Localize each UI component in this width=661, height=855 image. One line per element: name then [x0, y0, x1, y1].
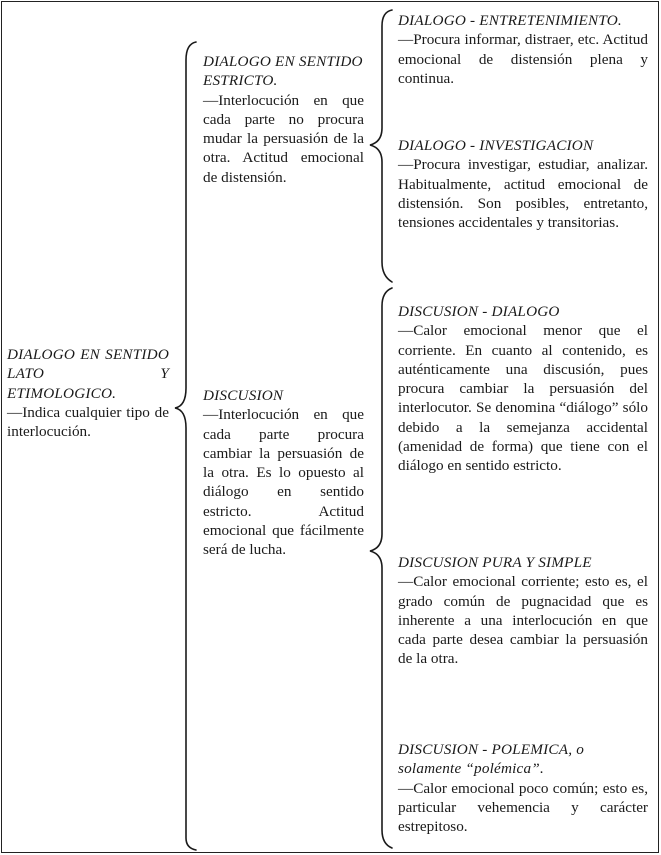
- leaf-title: DISCUSION - DIALOGO: [398, 303, 560, 320]
- branch-strict-title: DIALOGO EN SENTIDO ESTRICTO.: [203, 53, 363, 90]
- root-node: [7, 345, 169, 441]
- leaf-description: —Procura investigar, estudiar, analizar. Habitualmente, actitud emocional de distensión. Son posibles, entretanto, tensiones accidentales y transitorias.: [398, 156, 648, 232]
- leaf-description: —Calor emocional poco común; esto es, particular vehemencia y carácter estrepitoso.: [398, 779, 648, 836]
- leaf-discusion-dialogo: [398, 302, 648, 476]
- brace-strict: [370, 10, 392, 282]
- leaf-description: —Procura informar, distraer, etc. Actitud emocional de distensión plena y continua.: [398, 31, 648, 87]
- leaf-description: —Calor emocional menor que el corriente. En cuanto al contenido, es auténticamente una discusión, pues procura cambiar la persuasión del interlocutor. Se denomina “diálogo” sólo debido a la semejanza accidental (amenidad de forma) que tiene con el diálogo en sentido estricto.: [398, 322, 648, 475]
- leaf-title: DIALOGO - ENTRETENIMIENTO.: [398, 12, 622, 29]
- brace-discusion: [370, 288, 392, 848]
- root-title: DIALOGO EN SENTIDO LATO Y ETIMOLOGICO.: [7, 346, 169, 402]
- leaf-dialogo-investigacion: [398, 136, 648, 232]
- root-description: —Indica cualquier tipo de interlocución.: [7, 403, 169, 441]
- leaf-description: —Calor emocional corriente; esto es, el grado común de pugnacidad que es inherente a una interlocución en que cada parte desea cambiar la persuasión de la otra.: [398, 573, 648, 668]
- branch-strict-description: —Interlocución en que cada parte no procura mudar la persuasión de la otra. Actitud emocional de distensión.: [203, 91, 364, 186]
- leaf-title: DISCUSION - POLEMICA, o solamente “polémica”.: [398, 741, 584, 778]
- leaf-dialogo-entretenimiento: [398, 11, 648, 88]
- leaf-title: DIALOGO - INVESTIGACION: [398, 137, 594, 154]
- branch-discussion: [203, 386, 364, 560]
- branch-discussion-title: DISCUSION: [203, 387, 284, 404]
- branch-discussion-description: —Interlocución en que cada parte procura cambiar la persuasión de la otra. Es lo opuesto al diálogo en sentido estricto. Actitud emocional que fácilmente será de lucha.: [203, 406, 364, 559]
- leaf-title: DISCUSION PURA Y SIMPLE: [398, 554, 592, 571]
- leaf-discusion-pura-y-simple: [398, 553, 648, 669]
- branch-strict-dialogue: [203, 52, 364, 187]
- brace-root: [175, 42, 196, 850]
- leaf-discusion-polemica: [398, 740, 648, 836]
